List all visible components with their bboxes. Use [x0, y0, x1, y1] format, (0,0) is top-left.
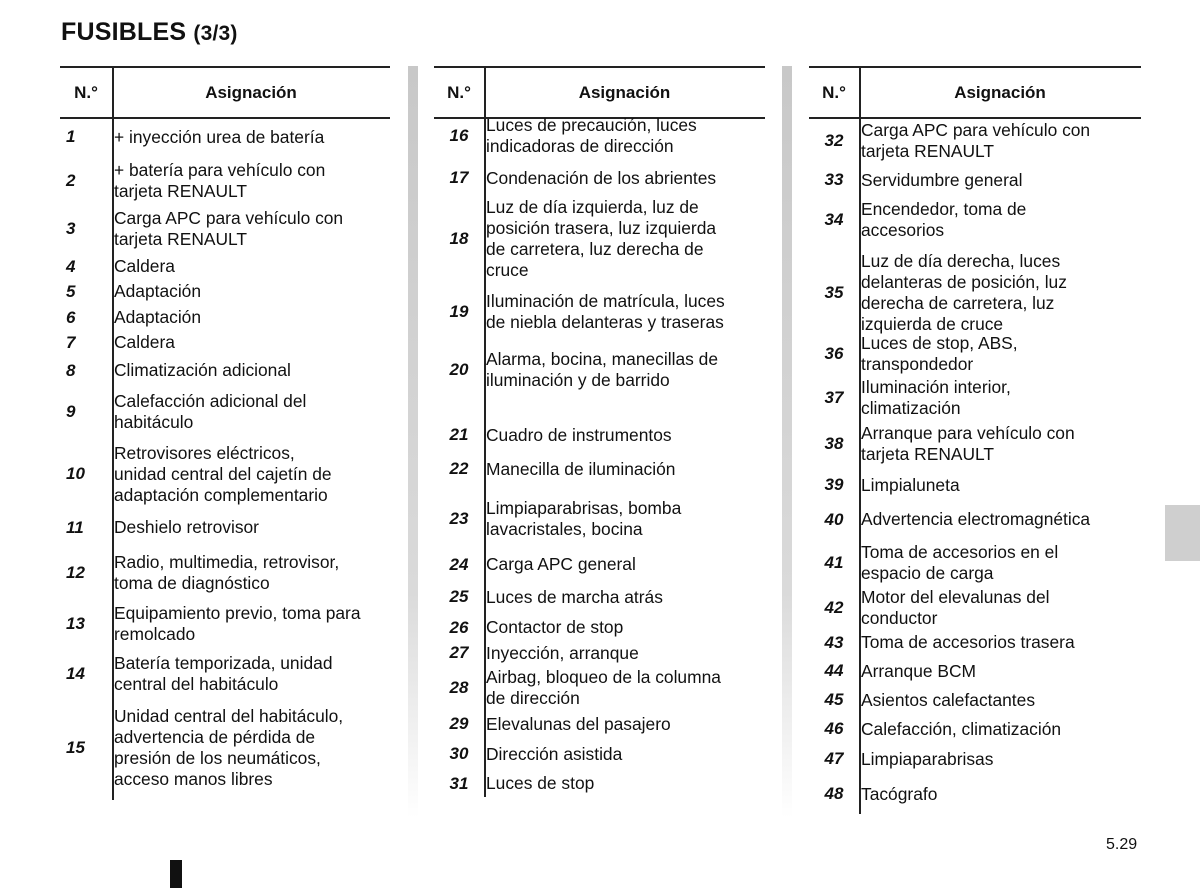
- fuse-number: 29: [449, 714, 469, 733]
- crop-mark: [170, 860, 182, 888]
- fuse-row: [434, 583, 765, 611]
- fuse-number: 28: [449, 677, 469, 697]
- fuse-number: 24: [449, 554, 469, 574]
- fuse-row: [809, 539, 1141, 586]
- fuse-assignment: Dirección asistida: [486, 743, 623, 764]
- fuse-row: [434, 640, 765, 666]
- fuse-number: 42: [824, 598, 844, 617]
- title-main: FUSIBLES: [61, 18, 187, 46]
- fuse-row: [60, 205, 390, 253]
- fuse-row: [60, 547, 390, 598]
- fuse-number: 19: [449, 302, 469, 321]
- fuse-assignment: Unidad central del habitáculo, advertencia de pérdida de presión de los neumáticos, acceso manos libres: [114, 706, 344, 789]
- fuse-row: [434, 342, 765, 397]
- fuse-assignment: Iluminación de matrícula, luces de niebla delanteras y traseras: [486, 291, 725, 332]
- fuse-row: [434, 455, 765, 483]
- fuse-row: [60, 386, 390, 437]
- fuse-row: [60, 649, 390, 699]
- page-title: [61, 18, 238, 47]
- fuse-assignment: Toma de accesorios trasera: [861, 632, 1075, 652]
- fuse-number: 8: [66, 360, 76, 380]
- fuse-number: 2: [66, 170, 76, 190]
- fuse-number: 25: [449, 587, 469, 606]
- header-assignment: Asignación: [954, 83, 1046, 102]
- fuse-assignment: Condenación de los abrientes: [486, 167, 717, 188]
- fuse-assignment: Luces de precaución, luces indicadoras de dirección: [486, 115, 697, 156]
- fuse-assignment: Luces de stop: [486, 773, 595, 793]
- fuse-row: [809, 376, 1141, 420]
- fuse-row: [60, 330, 390, 355]
- fuse-row: [60, 356, 390, 385]
- fuse-row: [809, 195, 1141, 245]
- fuse-number: 33: [824, 170, 844, 189]
- fuse-row: [809, 629, 1141, 656]
- fuse-assignment: Limpiaparabrisas, bomba lavacristales, bocina: [486, 497, 682, 539]
- fuse-assignment: Luz de día derecha, luces delanteras de posición, luz derecha de carretera, luz izquierda de cruce: [861, 251, 1067, 334]
- fuse-number: 32: [824, 131, 844, 150]
- fuse-row: [434, 769, 765, 798]
- fuse-row: [809, 333, 1141, 375]
- fuse-row: [434, 286, 765, 338]
- header-divider: [859, 68, 861, 117]
- fuse-assignment: Alarma, bocina, manecillas de iluminación y de barrido: [486, 348, 718, 390]
- fuse-assignment: Contactor de stop: [486, 617, 624, 637]
- fuse-row: [434, 422, 765, 448]
- fuse-assignment: Arranque BCM: [861, 660, 977, 681]
- fuse-row: [809, 469, 1141, 501]
- fuse-assignment: Luces de stop, ABS, transpondedor: [861, 333, 1018, 374]
- fuse-number: 38: [824, 434, 844, 453]
- header-divider: [484, 68, 486, 117]
- fuse-table-1: [60, 66, 390, 789]
- fuse-row: [434, 666, 765, 709]
- fuse-number: 23: [449, 508, 469, 528]
- fuse-row: [434, 115, 765, 156]
- fuse-number: 13: [66, 613, 85, 633]
- fuse-number: 41: [824, 552, 844, 572]
- fuse-assignment: Batería temporizada, unidad central del habitáculo: [114, 653, 333, 694]
- fuse-number: 39: [824, 475, 844, 494]
- fuse-number: 31: [449, 773, 469, 793]
- fuse-number: 3: [66, 219, 76, 238]
- fuse-number: 11: [66, 517, 84, 537]
- fuse-assignment: Iluminación interior, climatización: [861, 377, 1011, 418]
- page-number: 5.29: [1106, 836, 1138, 853]
- table-header: [60, 66, 390, 119]
- fuse-assignment: Limpialuneta: [861, 474, 960, 495]
- fuse-assignment: + inyección urea de batería: [114, 126, 325, 147]
- fuse-table-3: [809, 66, 1141, 804]
- fuse-row: [809, 715, 1141, 743]
- fuse-row: [60, 118, 390, 156]
- fuse-assignment: Equipamiento previo, toma para remolcado: [114, 602, 361, 644]
- fuse-assignment: Caldera: [114, 256, 175, 276]
- fuse-row: [434, 614, 765, 641]
- fuse-assignment: Carga APC general: [486, 554, 636, 574]
- fuse-assignment: Advertencia electromagnética: [861, 509, 1091, 529]
- fuse-row: [809, 251, 1141, 334]
- fuse-number: 17: [449, 168, 469, 187]
- fuse-assignment: Cuadro de instrumentos: [486, 424, 672, 445]
- fuse-assignment: Tacógrafo: [861, 783, 938, 804]
- title-subtitle: (3/3): [193, 22, 238, 45]
- fuse-number: 20: [449, 359, 469, 379]
- fuse-row: [809, 118, 1141, 164]
- fuse-number: 4: [66, 256, 76, 276]
- fuse-number: 43: [824, 632, 844, 652]
- fuse-number: 22: [449, 459, 469, 478]
- fuse-assignment: + batería para vehículo con tarjeta RENAULT: [114, 159, 326, 201]
- fuse-assignment: Radio, multimedia, retrovisor, toma de diagnóstico: [114, 551, 340, 593]
- fuse-number: 1: [66, 127, 76, 146]
- fuse-number: 34: [824, 210, 844, 229]
- fuse-assignment: Toma de accesorios en el espacio de carga: [861, 541, 1059, 583]
- fuse-row: [809, 774, 1141, 814]
- fuse-assignment: Luces de marcha atrás: [486, 586, 663, 607]
- fuse-assignment: Calefacción adicional del habitáculo: [114, 390, 307, 432]
- fuse-row: [434, 492, 765, 545]
- fuse-row: [809, 587, 1141, 629]
- fuse-number: 6: [66, 307, 76, 327]
- fuse-row: [60, 305, 390, 330]
- fuse-table-2: [434, 66, 765, 793]
- table-header: [434, 66, 765, 119]
- fuse-number: 37: [824, 388, 844, 407]
- fuse-number: 21: [449, 425, 469, 444]
- fuse-assignment: Deshielo retrovisor: [114, 517, 259, 537]
- fuse-number: 27: [449, 643, 469, 662]
- fuse-number: 9: [66, 401, 76, 421]
- fuse-assignment: Motor del elevalunas del conductor: [861, 587, 1050, 628]
- fuse-number: 10: [66, 464, 85, 483]
- fuse-assignment: Elevalunas del pasajero: [486, 713, 671, 734]
- fuse-row: [60, 510, 390, 545]
- fuse-assignment: Retrovisores eléctricos, unidad central del cajetín de adaptación complementario: [114, 442, 332, 505]
- fuse-number: 40: [824, 509, 844, 529]
- fuse-number: 26: [449, 617, 469, 637]
- fuse-row: [434, 710, 765, 738]
- fuse-number: 36: [824, 344, 844, 363]
- fuse-row: [809, 166, 1141, 194]
- column-separator: [408, 66, 418, 818]
- fuse-number: 48: [824, 784, 844, 803]
- fuse-assignment: Caldera: [114, 332, 175, 352]
- fuse-assignment: Inyección, arranque: [486, 642, 639, 663]
- table-header: [809, 66, 1141, 119]
- fuse-assignment: Calefacción, climatización: [861, 718, 1062, 739]
- fuse-assignment: Asientos calefactantes: [861, 689, 1036, 710]
- fuse-number: 16: [449, 126, 469, 145]
- fuse-row: [60, 700, 390, 796]
- fuse-row: [60, 157, 390, 204]
- column-separator: [782, 66, 792, 818]
- fuse-number: 30: [449, 744, 469, 763]
- fuse-assignment: Luz de día izquierda, luz de posición trasera, luz izquierda de carretera, luz derecha de cruce: [486, 197, 717, 280]
- fuse-number: 35: [824, 283, 844, 302]
- fuse-number: 44: [824, 661, 844, 680]
- fuse-assignment: Climatización adicional: [114, 360, 291, 380]
- fuse-row: [434, 740, 765, 768]
- fuse-assignment: Limpiaparabrisas: [861, 748, 994, 769]
- fuse-row: [60, 279, 390, 304]
- fuse-number: 18: [449, 229, 469, 248]
- fuse-assignment: Airbag, bloqueo de la columna de dirección: [486, 666, 721, 708]
- fuse-row: [434, 550, 765, 579]
- fuse-number: 46: [824, 719, 844, 738]
- header-number: N.°: [822, 83, 846, 102]
- fuse-assignment: Carga APC para vehículo con tarjeta RENAULT: [861, 120, 1091, 161]
- header-number: N.°: [447, 83, 471, 102]
- header-divider: [112, 68, 114, 117]
- fuse-number: 12: [66, 562, 85, 582]
- fuse-row: [434, 163, 765, 193]
- fuse-number: 47: [824, 749, 844, 768]
- header-number: N.°: [74, 83, 98, 102]
- fuse-assignment: Servidumbre general: [861, 169, 1023, 190]
- fuse-row: [809, 744, 1141, 774]
- fuse-row: [809, 657, 1141, 685]
- fuse-number: 45: [824, 690, 844, 709]
- fuse-row: [60, 439, 390, 509]
- fuse-number: 14: [66, 664, 85, 683]
- fuse-row: [809, 686, 1141, 714]
- fuse-number: 7: [66, 332, 76, 352]
- header-assignment: Asignación: [205, 83, 297, 102]
- fuse-assignment: Adaptación: [114, 281, 202, 301]
- fuse-row: [60, 599, 390, 648]
- fuse-assignment: Manecilla de iluminación: [486, 458, 676, 479]
- fuse-assignment: Adaptación: [114, 307, 202, 327]
- fuse-number: 5: [66, 281, 76, 301]
- fuse-assignment: Arranque para vehículo con tarjeta RENAULT: [861, 423, 1075, 464]
- fuse-row: [809, 420, 1141, 468]
- header-assignment: Asignación: [578, 83, 671, 102]
- fuse-assignment: Encendedor, toma de accesorios: [861, 199, 1027, 240]
- fuse-assignment: Carga APC para vehículo con tarjeta RENAULT: [114, 208, 344, 249]
- fuse-row: [809, 500, 1141, 539]
- fuse-row: [60, 254, 390, 279]
- section-tab-marker: [1165, 505, 1200, 561]
- fuse-row: [434, 193, 765, 285]
- fuse-number: 15: [66, 738, 85, 757]
